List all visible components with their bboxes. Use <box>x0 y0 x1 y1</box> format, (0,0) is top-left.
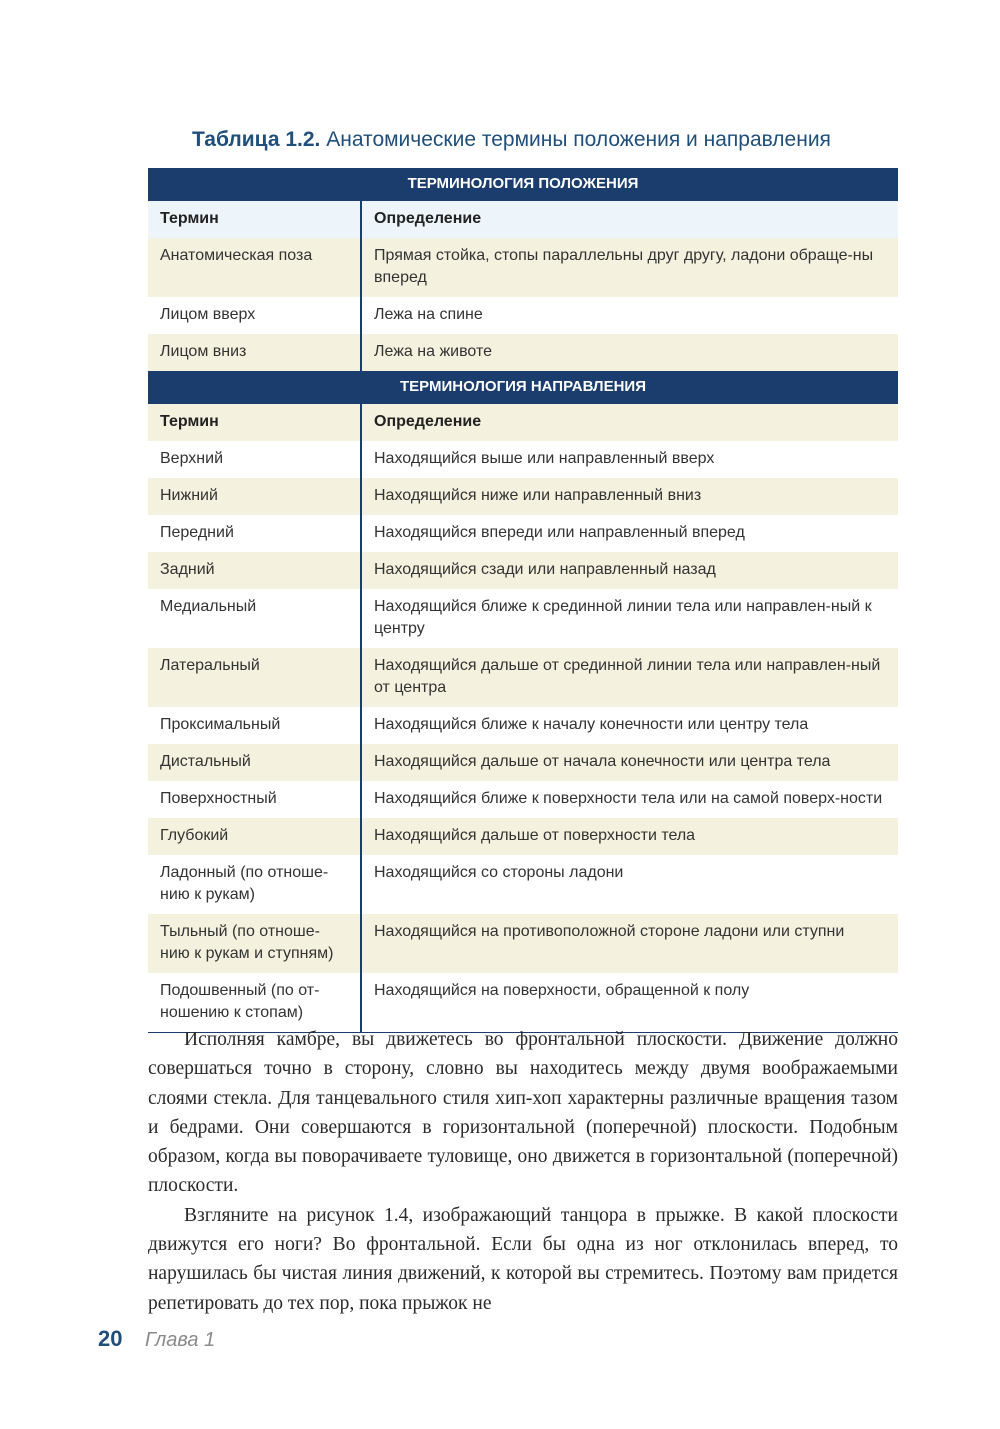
term-cell: Глубокий <box>148 818 361 855</box>
term-cell: Верхний <box>148 441 361 478</box>
term-cell: Латеральный <box>148 648 361 707</box>
table-caption-text: Анатомические термины положения и направления <box>326 128 831 151</box>
page-footer <box>98 1326 215 1352</box>
definition-cell: Лежа на животе <box>361 334 898 371</box>
column-header-definition: Определение <box>361 201 898 238</box>
term-cell: Лицом вниз <box>148 334 361 371</box>
term-cell: Задний <box>148 552 361 589</box>
table-row <box>148 552 898 589</box>
table-row <box>148 478 898 515</box>
definition-cell: Находящийся ближе к срединной линии тела или направлен-ный к центру <box>374 598 872 637</box>
definition-cell: Находящийся ближе к поверхности тела или на самой поверх-ности <box>374 790 883 807</box>
table-row <box>148 855 898 914</box>
definition-cell: Лежа на спине <box>374 306 483 323</box>
term-cell: Ладонный (по отноше-нию к рукам) <box>148 855 361 914</box>
table-row <box>148 589 898 648</box>
table-row <box>148 818 898 855</box>
definition-cell: Находящийся дальше от срединной линии тела или направлен-ный от центра <box>361 648 898 707</box>
paragraph: Исполняя камбре, вы движетесь во фронтальной плоскости. Движение должно совершаться точно в сторону, словно вы находитесь между двумя воображаемыми слоями стекла. Для танцевального стиля хип-хоп характерны различные вращения тазом и бедрами. Они совершаются в горизонтальной (поперечной) плоскости. Подобным образом, когда вы поворачиваете туловище, оно движется в горизонтальной (поперечной) плоскости. <box>148 1029 898 1197</box>
column-header-term: Термин <box>148 201 361 238</box>
anatomical-terms-table <box>148 168 898 1033</box>
table-row <box>148 781 898 818</box>
term-cell: Подошвенный (по от-ношению к стопам) <box>148 973 361 1033</box>
definition-cell: Прямая стойка, стопы параллельны друг другу, ладони обраще-ны вперед <box>361 238 898 297</box>
term-cell: Проксимальный <box>148 707 361 744</box>
section-title: ТЕРМИНОЛОГИЯ ПОЛОЖЕНИЯ <box>148 168 898 201</box>
term-cell: Тыльный (по отноше-нию к рукам и ступням) <box>148 914 361 973</box>
body-text <box>148 1025 898 1318</box>
table-row <box>148 441 898 478</box>
column-header-row <box>148 201 898 238</box>
section-header-row <box>148 168 898 201</box>
definition-cell: Находящийся сзади или направленный назад <box>361 552 898 589</box>
definition-cell: Находящийся дальше от поверхности тела <box>361 818 898 855</box>
table-row <box>148 648 898 707</box>
definition-cell: Находящийся выше или направленный вверх <box>374 450 715 467</box>
table-row <box>148 297 898 334</box>
term-cell: Дистальный <box>148 744 361 781</box>
definition-cell: Находящийся на противоположной стороне ладони или ступни <box>361 914 898 973</box>
definition-cell: Находящийся дальше от начала конечности или центра тела <box>361 744 898 781</box>
definition-cell: Находящийся ниже или направленный вниз <box>361 478 898 515</box>
table-caption <box>192 128 912 152</box>
definition-cell: Находящийся со стороны ладони <box>374 864 624 881</box>
chapter-label: Глава 1 <box>144 1329 216 1351</box>
table-row <box>148 707 898 744</box>
table-row <box>148 914 898 973</box>
page-number: 20 <box>98 1326 123 1351</box>
term-cell: Лицом вверх <box>148 297 361 334</box>
term-cell: Медиальный <box>148 589 361 648</box>
table-row <box>148 515 898 552</box>
definition-cell: Находящийся ближе к началу конечности или центру тела <box>374 716 809 733</box>
term-cell: Поверхностный <box>148 781 361 818</box>
table-row <box>148 238 898 297</box>
term-cell: Нижний <box>148 478 361 515</box>
column-header-definition: Определение <box>361 404 898 441</box>
section-header-row <box>148 371 898 404</box>
term-cell: Анатомическая поза <box>148 238 361 297</box>
table-caption-label: Таблица 1.2. <box>192 128 321 151</box>
paragraph: Взгляните на рисунок 1.4, изображающий танцора в прыжке. В какой плоскости движутся его ноги? Во фронтальной. Если бы одна из ног отклонилась вперед, то нарушилась бы чистая линия движений, к которой вы стремитесь. Поэтому вам придется репетировать до тех пор, пока прыжок не <box>148 1204 898 1314</box>
column-header-term: Термин <box>148 404 361 441</box>
table-row <box>148 744 898 781</box>
section-title: ТЕРМИНОЛОГИЯ НАПРАВЛЕНИЯ <box>148 371 898 404</box>
table-row <box>148 334 898 371</box>
term-cell: Передний <box>148 515 361 552</box>
table-row <box>148 973 898 1033</box>
definition-cell: Находящийся впереди или направленный вперед <box>374 524 745 541</box>
definition-cell: Находящийся на поверхности, обращенной к полу <box>374 982 750 999</box>
column-header-row <box>148 404 898 441</box>
